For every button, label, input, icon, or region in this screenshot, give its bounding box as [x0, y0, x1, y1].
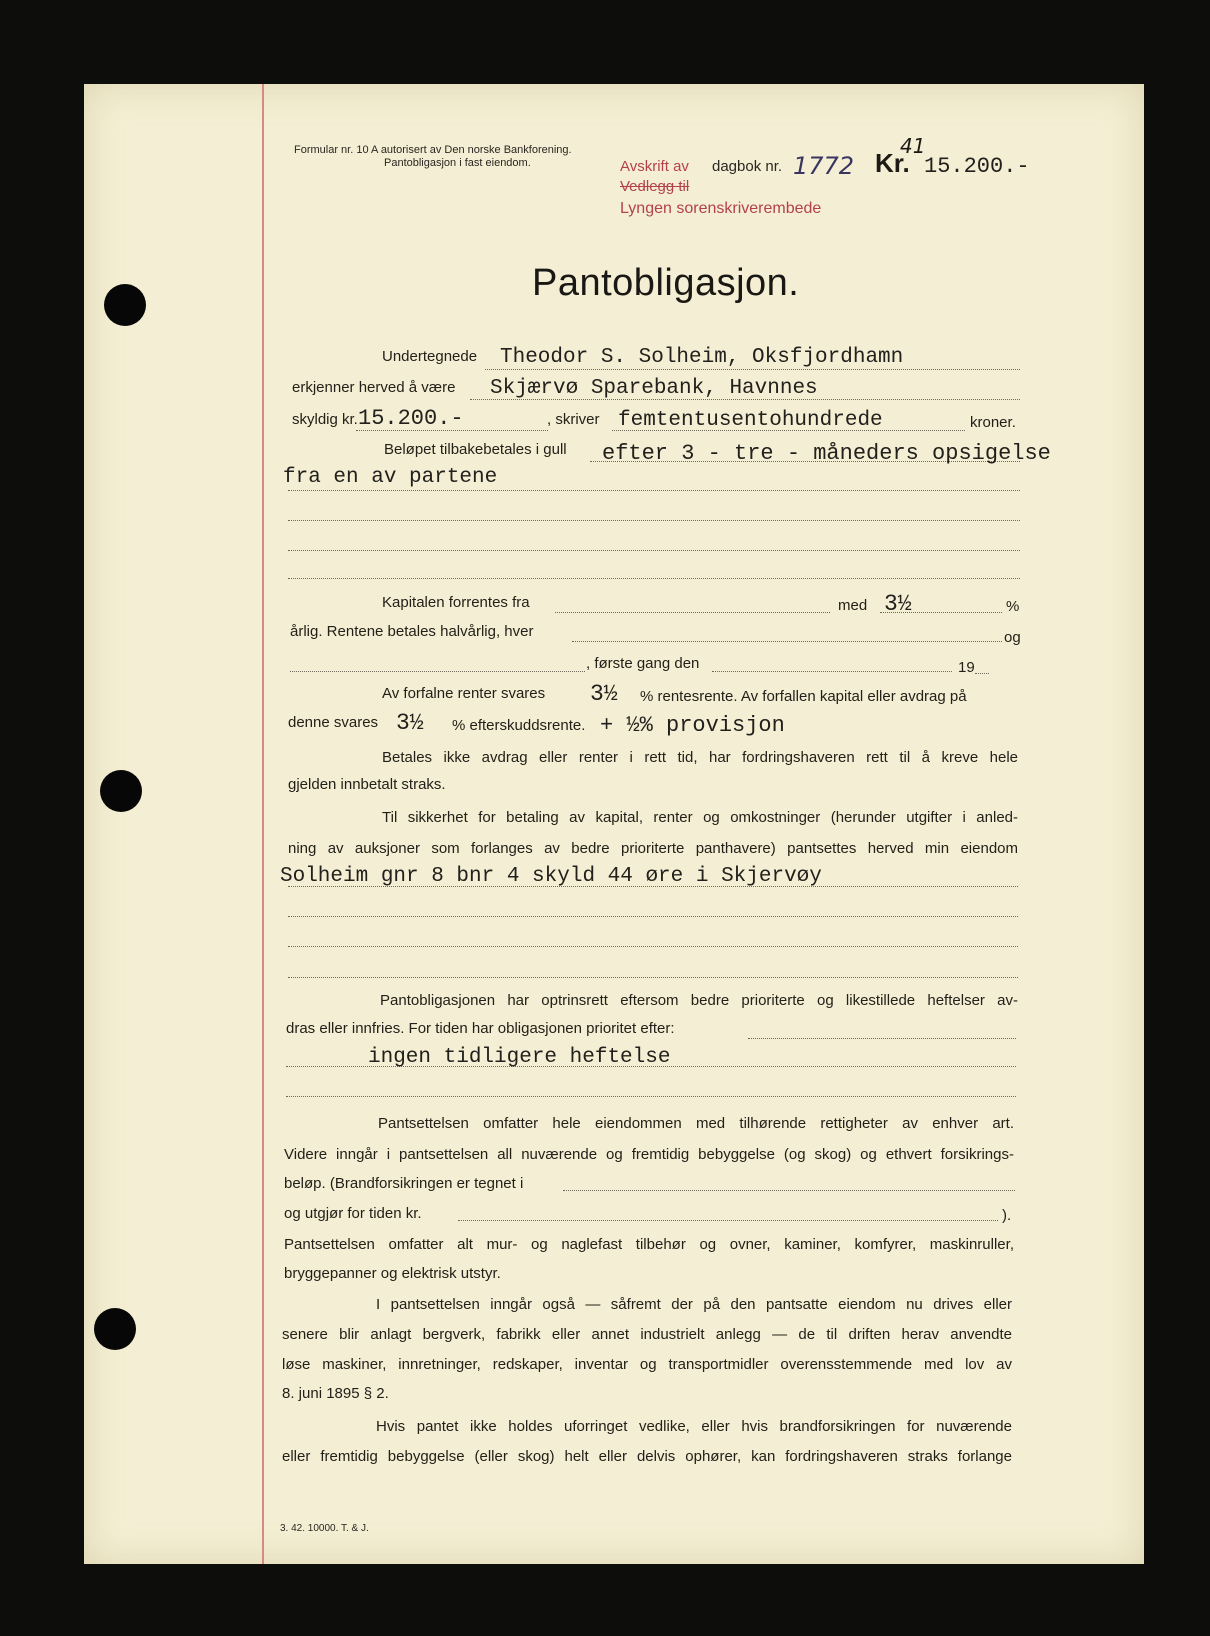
creditor-value: Skjærvø Sparebank, Havnnes: [490, 377, 818, 400]
inngar-text-4: 8. juni 1895 § 2.: [282, 1385, 389, 1402]
og-label: og: [1004, 629, 1021, 646]
undertegnede-label: Undertegnede: [382, 348, 478, 365]
omfatter-text-4: og utgjør for tiden kr.: [284, 1205, 422, 1222]
efterskudd-label: % efterskuddsrente.: [452, 717, 586, 734]
skyldig-value: 15.200.-: [358, 406, 464, 431]
belopet-label: Beløpet tilbakebetales i gull: [384, 441, 567, 458]
form-type-line: Pantobligasjon i fast eiendom.: [384, 157, 531, 169]
optrinsrett-text-2: dras eller innfries. For tiden har obligasjonen prioritet efter:: [286, 1020, 675, 1037]
hvis-text-1: Hvis pantet ikke holdes uforringet vedlike, eller hvis brandforsikringen for nuværende: [376, 1418, 1012, 1435]
skyldig-label: skyldig kr.: [292, 411, 358, 428]
stamp-vedlegg: Vedlegg til: [620, 178, 690, 195]
omfatter-text-5: Pantsettelsen omfatter alt mur- og naglefast tilbehør og ovner, kaminer, komfyrer, maskinruller,: [284, 1236, 1014, 1253]
arrears-interest-rate: 3½: [396, 710, 424, 736]
repayment-terms-1: efter 3 - tre - måneders opsigelse: [602, 441, 1051, 466]
inngar-text-1: I pantsettelsen inngår også — såfremt der på den pantsatte eiendom nu drives eller: [376, 1296, 1012, 1313]
dagbok-number: 1772: [793, 152, 855, 180]
omfatter-text-4-end: ).: [1002, 1207, 1012, 1224]
omfatter-text-1: Pantsettelsen omfatter hele eiendommen med tilhørende rettigheter av enhver art.: [378, 1115, 1014, 1132]
undertegnede-value: Theodor S. Solheim, Oksfjordhamn: [500, 346, 904, 369]
skriver-label: , skriver: [547, 411, 600, 428]
forste-gang-label: , første gang den: [586, 655, 700, 672]
year-19-label: 19: [958, 659, 975, 676]
omfatter-text-2: Videre inngår i pantsettelsen all nuværende og fremtidig bebyggelse (og skog) og ethvert forsikrings-: [284, 1146, 1014, 1163]
percent-sign: %: [1006, 598, 1020, 615]
print-code: 3. 42. 10000. T. & J.: [280, 1523, 369, 1534]
inngar-text-2: senere blir anlagt bergverk, fabrikk eller annet industrielt anlegg — de til driften herav anvendte: [282, 1326, 1012, 1343]
repayment-terms-2: fra en av partene: [283, 466, 498, 489]
denne-label: denne svares: [288, 714, 379, 731]
med-label: med: [838, 597, 868, 614]
punch-hole: [100, 770, 142, 812]
punch-hole: [94, 1308, 136, 1350]
omfatter-text-6: bryggepanner og elektrisk utstyr.: [284, 1265, 501, 1282]
form-number-line: Formular nr. 10 A autorisert av Den norske Bankforening.: [294, 144, 572, 156]
stamp-office: Lyngen sorenskriverembede: [620, 200, 822, 217]
betales-text-2: gjelden innbetalt straks.: [288, 776, 446, 793]
kapitalen-label: Kapitalen forrentes fra: [382, 594, 530, 611]
skriver-value: femtentusentohundrede: [618, 409, 883, 432]
kroner-label: kroner.: [970, 414, 1016, 431]
page-title: Pantobligasjon.: [532, 262, 800, 304]
property-description: Solheim gnr 8 bnr 4 skyld 44 øre i Skjervøy: [280, 865, 822, 888]
arlig-label: årlig. Rentene betales halvårlig, hver: [290, 623, 534, 640]
erkjenner-label: erkjenner herved å være: [292, 379, 456, 396]
betales-text-1: Betales ikke avdrag eller renter i rett tid, har fordringshaveren rett til å kreve hele: [382, 749, 1018, 766]
inngar-text-3: løse maskiner, innretninger, redskaper, inventar og transportmidler overensstemmende med lov av: [282, 1356, 1012, 1373]
omfatter-text-3: beløp. (Brandforsikringen er tegnet i: [284, 1175, 524, 1192]
compound-interest-rate: 3½: [590, 681, 618, 707]
sikkerhet-text-2: ning av auksjoner som forlanges av bedre prioriterte panthavere) pantsettes herved min eiendom: [288, 840, 1018, 857]
interest-rate: 3½: [884, 591, 912, 617]
punch-hole: [104, 284, 146, 326]
amount-value: 15.200.-: [924, 154, 1030, 179]
stamp-dagbok-label: dagbok nr.: [712, 158, 783, 175]
stamp-avskrift: Avskrift av: [620, 158, 689, 175]
hvis-text-2: eller fremtidig bebyggelse (eller skog) helt eller delvis ophører, kan fordringshaveren straks forlange: [282, 1448, 1012, 1465]
forfalne-label: Av forfalne renter svares: [382, 685, 546, 702]
year-mark: 41: [900, 134, 926, 158]
optrinsrett-text-1: Pantobligasjonen har optrinsrett eftersom bedre prioriterte og likestillede heftelser av-: [380, 992, 1018, 1009]
sikkerhet-text-1: Til sikkerhet for betaling av kapital, renter og omkostninger (herunder utgifter i anled-: [382, 809, 1018, 826]
forfalne-text: % rentesrente. Av forfallen kapital eller avdrag på: [640, 688, 967, 705]
amount-prefix: Kr.: [875, 148, 910, 178]
margin-rule: [262, 84, 264, 1564]
prior-encumbrance: ingen tidligere heftelse: [368, 1046, 671, 1069]
provision-note: + ½% provisjon: [600, 713, 785, 738]
